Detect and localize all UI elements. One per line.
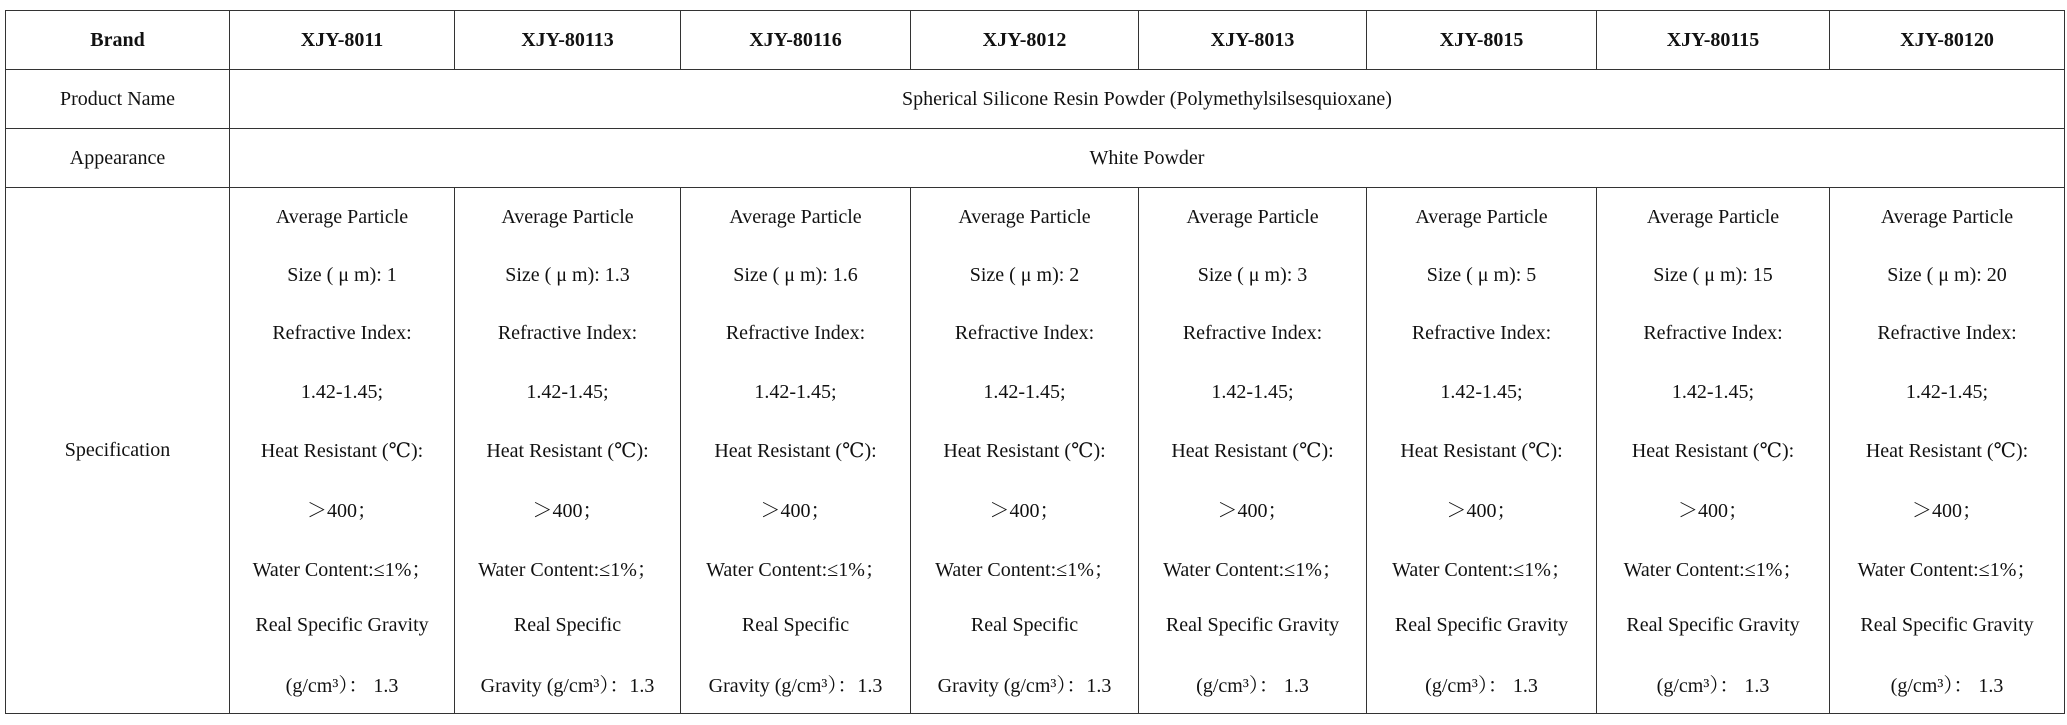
specification-cell [1367, 188, 1597, 714]
spec-line: Size ( μ m): 1.6 [733, 263, 858, 286]
spec-line: Heat Resistant (℃): [1400, 439, 1563, 462]
spec-line: Average Particle [729, 205, 862, 228]
spec-line: Water Content:≤1%； [1857, 558, 2037, 581]
spec-line: Water Content:≤1%； [706, 558, 885, 581]
spec-line: Size ( μ m): 20 [1887, 263, 2007, 286]
product-name-row [6, 70, 2065, 129]
spec-line: ＞400； [1446, 500, 1517, 523]
spec-line: 1.42-1.45; [1671, 380, 1755, 403]
spec-line: Refractive Index: [1877, 322, 2017, 345]
brand-column-header: XJY-8015 [1367, 11, 1597, 70]
spec-line: Heat Resistant (℃): [486, 439, 649, 462]
specification-cell [911, 188, 1139, 714]
spec-line: Heat Resistant (℃): [1631, 439, 1795, 462]
spec-line: (g/cm³）： 1.3 [285, 675, 399, 698]
spec-line: ＞400； [1678, 500, 1748, 523]
spec-line: ＞400； [1912, 500, 1982, 523]
spec-line: Refractive Index: [954, 322, 1095, 345]
spec-line: (g/cm³）： 1.3 [1196, 675, 1309, 698]
spec-line: 1.42-1.45; [983, 380, 1066, 403]
spec-line: Size ( μ m): 15 [1653, 263, 1773, 286]
spec-line: ＞400； [989, 500, 1060, 523]
spec-line: (g/cm³）： 1.3 [1656, 675, 1770, 698]
spec-line: Refractive Index: [272, 322, 412, 345]
spec-line: Real Specific Gravity [1626, 613, 1800, 636]
spec-line: Average Particle [1880, 205, 2014, 228]
spec-line: Water Content:≤1%； [1163, 558, 1342, 581]
appearance-row [6, 129, 2065, 188]
spec-line: Size ( μ m): 2 [969, 263, 1080, 286]
spec-line: Water Content:≤1%； [252, 558, 432, 581]
spec-line: Average Particle [501, 205, 634, 228]
spec-line: 1.42-1.45; [1211, 380, 1294, 403]
spec-line: Heat Resistant (℃): [943, 439, 1106, 462]
spec-line: Water Content:≤1%； [1392, 558, 1571, 581]
spec-line: Heat Resistant (℃): [1865, 439, 2029, 462]
spec-line: ＞400； [760, 500, 831, 523]
spec-line: Average Particle [958, 205, 1091, 228]
spec-line: Heat Resistant (℃): [1171, 439, 1334, 462]
specification-cell [681, 188, 911, 714]
brand-column-header: XJY-80116 [681, 11, 911, 70]
spec-line: Water Content:≤1%； [935, 558, 1114, 581]
spec-line: Heat Resistant (℃): [260, 439, 424, 462]
brand-header-cell: Brand [6, 11, 230, 70]
specification-cell [1830, 188, 2065, 714]
spec-line: Water Content:≤1%； [478, 558, 657, 581]
specification-cell [455, 188, 681, 714]
spec-line: ＞400； [307, 500, 377, 523]
appearance-value: White Powder [230, 129, 2065, 188]
spec-line: Size ( μ m): 5 [1426, 263, 1537, 286]
specification-label: Specification [6, 188, 230, 714]
specification-cell [230, 188, 455, 714]
spec-line: Heat Resistant (℃): [714, 439, 877, 462]
spec-line: Real Specific Gravity [255, 613, 429, 636]
brand-column-header: XJY-80120 [1830, 11, 2065, 70]
spec-line: Average Particle [275, 205, 409, 228]
spec-line: Real Specific Gravity [1165, 613, 1340, 636]
spec-line: Average Particle [1186, 205, 1319, 228]
product-spec-table [5, 10, 2065, 714]
spec-line: 1.42-1.45; [1440, 380, 1523, 403]
spec-line: Size ( μ m): 3 [1197, 263, 1308, 286]
spec-line: Refractive Index: [725, 322, 866, 345]
spec-line: Refractive Index: [1643, 322, 1783, 345]
spec-line: Real Specific [970, 613, 1079, 636]
spec-line: 1.42-1.45; [300, 380, 384, 403]
spec-line: Water Content:≤1%； [1623, 558, 1803, 581]
spec-line: Refractive Index: [1182, 322, 1323, 345]
specification-cell [1597, 188, 1830, 714]
spec-line: ＞400； [532, 500, 603, 523]
spec-line: Gravity (g/cm³）：1.3 [708, 675, 883, 698]
spec-line: 1.42-1.45; [754, 380, 837, 403]
spec-line: (g/cm³）： 1.3 [1890, 675, 2004, 698]
spec-line: Average Particle [1646, 205, 1780, 228]
brand-column-header: XJY-8011 [230, 11, 455, 70]
spec-line: Refractive Index: [1411, 322, 1552, 345]
header-row [6, 11, 2065, 70]
spec-line: Real Specific [741, 613, 850, 636]
brand-column-header: XJY-80115 [1597, 11, 1830, 70]
spec-line: 1.42-1.45; [526, 380, 609, 403]
spec-line: Gravity (g/cm³）：1.3 [480, 675, 655, 698]
spec-line: Average Particle [1415, 205, 1548, 228]
product-name-value: Spherical Silicone Resin Powder (Polymethylsilsesquioxane) [230, 70, 2065, 129]
spec-line: Real Specific [513, 613, 622, 636]
spec-line: 1.42-1.45; [1905, 380, 1989, 403]
spec-line: Size ( μ m): 1 [287, 263, 397, 286]
brand-column-header: XJY-80113 [455, 11, 681, 70]
specification-cell [1139, 188, 1367, 714]
spec-line: (g/cm³）： 1.3 [1425, 675, 1538, 698]
spec-line: Size ( μ m): 1.3 [505, 263, 630, 286]
spec-line: Real Specific Gravity [1394, 613, 1569, 636]
spec-line: Gravity (g/cm³）：1.3 [937, 675, 1112, 698]
product-name-label: Product Name [6, 70, 230, 129]
brand-column-header: XJY-8012 [911, 11, 1139, 70]
spec-line: Refractive Index: [497, 322, 638, 345]
appearance-label: Appearance [6, 129, 230, 188]
spec-line: Real Specific Gravity [1860, 613, 2034, 636]
spec-line: ＞400； [1217, 500, 1288, 523]
specification-row [6, 188, 2065, 714]
brand-column-header: XJY-8013 [1139, 11, 1367, 70]
